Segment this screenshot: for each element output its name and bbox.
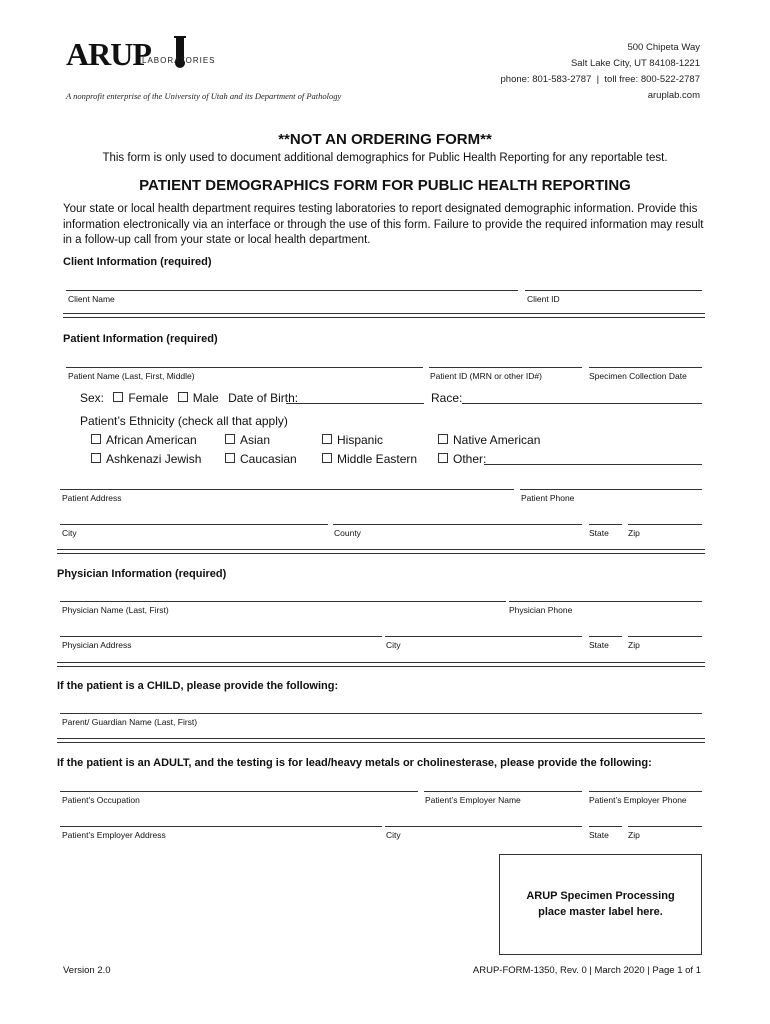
patient-city-line[interactable] [60, 524, 328, 525]
patient-id-line[interactable] [429, 367, 582, 368]
guardian-name-label: Parent/ Guardian Name (Last, First) [62, 717, 198, 727]
checkbox[interactable] [91, 453, 101, 463]
race-line[interactable] [462, 403, 702, 404]
physician-state-label: State [589, 640, 609, 650]
address-line2: Salt Lake City, UT 84108-1221 [570, 58, 700, 69]
ethnicity-hispanic[interactable] [322, 433, 383, 447]
employer-state-line[interactable] [589, 826, 622, 827]
patient-name-label: Patient Name (Last, First, Middle) [68, 371, 195, 381]
option-label: African American [106, 433, 197, 447]
section-divider [57, 549, 705, 554]
phone-line: phone: 801-583-2787 | toll free: 800-522-2787 [500, 74, 700, 85]
client-heading: Client Information (required) [63, 256, 212, 268]
form-id: ARUP-FORM-1350, Rev. 0 | March 2020 | Page 1 of 1 [472, 965, 701, 976]
patient-address-label: Patient Address [62, 493, 122, 503]
child-heading: If the patient is a CHILD, please provide the following: [57, 680, 339, 692]
physician-phone-label: Physician Phone [509, 605, 573, 615]
physician-address-line[interactable] [60, 636, 382, 637]
ethnicity-caucasian[interactable] [225, 452, 297, 466]
employer-name-line[interactable] [424, 791, 582, 792]
not-ordering-title: **NOT AN ORDERING FORM** [278, 131, 492, 148]
ethnicity-note: (check all that apply) [177, 414, 288, 428]
employer-state-label: State [589, 830, 609, 840]
physician-city-label: City [386, 640, 401, 650]
client-id-label: Client ID [527, 294, 560, 304]
checkbox[interactable] [225, 434, 235, 444]
patient-zip-line[interactable] [628, 524, 702, 525]
employer-city-line[interactable] [385, 826, 582, 827]
female-label: Female [128, 391, 169, 405]
employer-zip-line[interactable] [628, 826, 702, 827]
address-line1: 500 Chipeta Way [627, 42, 700, 53]
patient-county-line[interactable] [333, 524, 582, 525]
physician-phone-line[interactable] [509, 601, 702, 602]
physician-name-line[interactable] [60, 601, 506, 602]
physician-heading: Physician Information (required) [57, 568, 227, 580]
logo-text: ARUP [66, 36, 151, 72]
address-block [440, 40, 700, 104]
employer-address-label: Patient’s Employer Address [62, 830, 166, 840]
male-label: Male [192, 391, 219, 405]
checkbox[interactable] [322, 434, 332, 444]
dob-label: Date of Birth: [228, 391, 299, 405]
collection-date-label: Specimen Collection Date [589, 371, 687, 381]
patient-id-label: Patient ID (MRN or other ID#) [430, 371, 542, 381]
physician-zip-line[interactable] [628, 636, 702, 637]
physician-city-line[interactable] [385, 636, 582, 637]
checkbox[interactable] [438, 453, 448, 463]
female-checkbox[interactable] [113, 392, 123, 402]
employer-zip-label: Zip [628, 830, 640, 840]
ethnicity-african-american[interactable] [91, 433, 197, 447]
version: Version 2.0 [63, 965, 111, 976]
section-divider [57, 662, 705, 667]
arup-logo [66, 34, 216, 78]
section-divider [57, 738, 705, 743]
option-label: Caucasian [240, 452, 297, 466]
logo-subtitle: LABORATORIES [142, 56, 216, 65]
employer-name-label: Patient’s Employer Name [425, 795, 521, 805]
option-label: Middle Eastern [337, 452, 418, 466]
ethnicity-other[interactable] [438, 452, 486, 466]
employer-address-line[interactable] [60, 826, 382, 827]
guardian-name-line[interactable] [60, 713, 702, 714]
ethnicity-native-american[interactable] [438, 433, 540, 447]
patient-address-line[interactable] [60, 489, 514, 490]
dob-line[interactable] [286, 403, 424, 404]
purpose-text: This form is only used to document additional demographics for Public Health Reporting for any reportable test. [102, 152, 668, 164]
option-label: Other: [453, 452, 487, 466]
patient-zip-label: Zip [628, 528, 640, 538]
race-label: Race: [431, 391, 463, 405]
label-box-line1: ARUP Specimen Processing [526, 890, 675, 902]
checkbox[interactable] [91, 434, 101, 444]
ethnicity-asian[interactable] [225, 433, 270, 447]
checkbox[interactable] [322, 453, 332, 463]
main-title: PATIENT DEMOGRAPHICS FORM FOR PUBLIC HEALTH REPORTING [139, 177, 631, 194]
patient-heading: Patient Information (required) [63, 333, 218, 345]
test-tube-icon [172, 36, 188, 72]
physician-address-label: Physician Address [62, 640, 132, 650]
other-ethnicity-line[interactable] [484, 464, 702, 465]
patient-county-label: County [334, 528, 361, 538]
patient-phone-label: Patient Phone [521, 493, 575, 503]
patient-city-label: City [62, 528, 77, 538]
option-label: Asian [240, 433, 271, 447]
label-box-line2: place master label here. [538, 906, 663, 918]
intro-paragraph: Your state or local health department requires testing laboratories to report designated demographic information. Provide this information electronically via an interface or through the use of this form. Failure to provide the required information may result in a follow-up call from your state or local health department. [63, 203, 704, 246]
physician-name-label: Physician Name (Last, First) [62, 605, 169, 615]
tagline: A nonprofit enterprise of the University of Utah and its Department of Pathology [66, 91, 342, 101]
option-label: Ashkenazi Jewish [106, 452, 202, 466]
sex-label: Sex: [80, 391, 105, 405]
client-name-label: Client Name [68, 294, 115, 304]
website: aruplab.com [647, 90, 700, 101]
patient-name-line[interactable] [66, 367, 423, 368]
physician-zip-label: Zip [628, 640, 640, 650]
checkbox[interactable] [225, 453, 235, 463]
occupation-line[interactable] [60, 791, 418, 792]
collection-date-line[interactable] [589, 367, 702, 368]
checkbox[interactable] [438, 434, 448, 444]
ethnicity-middle-eastern[interactable] [322, 452, 417, 466]
ethnicity-ashkenazi-jewish[interactable] [91, 452, 201, 466]
employer-city-label: City [386, 830, 401, 840]
option-label: Hispanic [337, 433, 384, 447]
employer-phone-label: Patient’s Employer Phone [589, 795, 687, 805]
ethnicity-label: Patient’s Ethnicity [80, 414, 175, 428]
option-label: Native American [453, 433, 541, 447]
male-checkbox[interactable] [178, 392, 188, 402]
patient-state-line[interactable] [589, 524, 622, 525]
client-id-line[interactable] [525, 290, 702, 291]
patient-phone-line[interactable] [520, 489, 702, 490]
patient-state-label: State [589, 528, 609, 538]
client-name-line[interactable] [66, 290, 518, 291]
physician-state-line[interactable] [589, 636, 622, 637]
ethnicity-heading [80, 414, 288, 428]
occupation-label: Patient’s Occupation [62, 795, 140, 805]
employer-phone-line[interactable] [589, 791, 702, 792]
sex-row [80, 391, 298, 405]
specimen-label-box [499, 854, 702, 955]
section-divider [63, 313, 705, 318]
adult-heading: If the patient is an ADULT, and the testing is for lead/heavy metals or cholinesterase, please provide the following: [57, 757, 652, 769]
